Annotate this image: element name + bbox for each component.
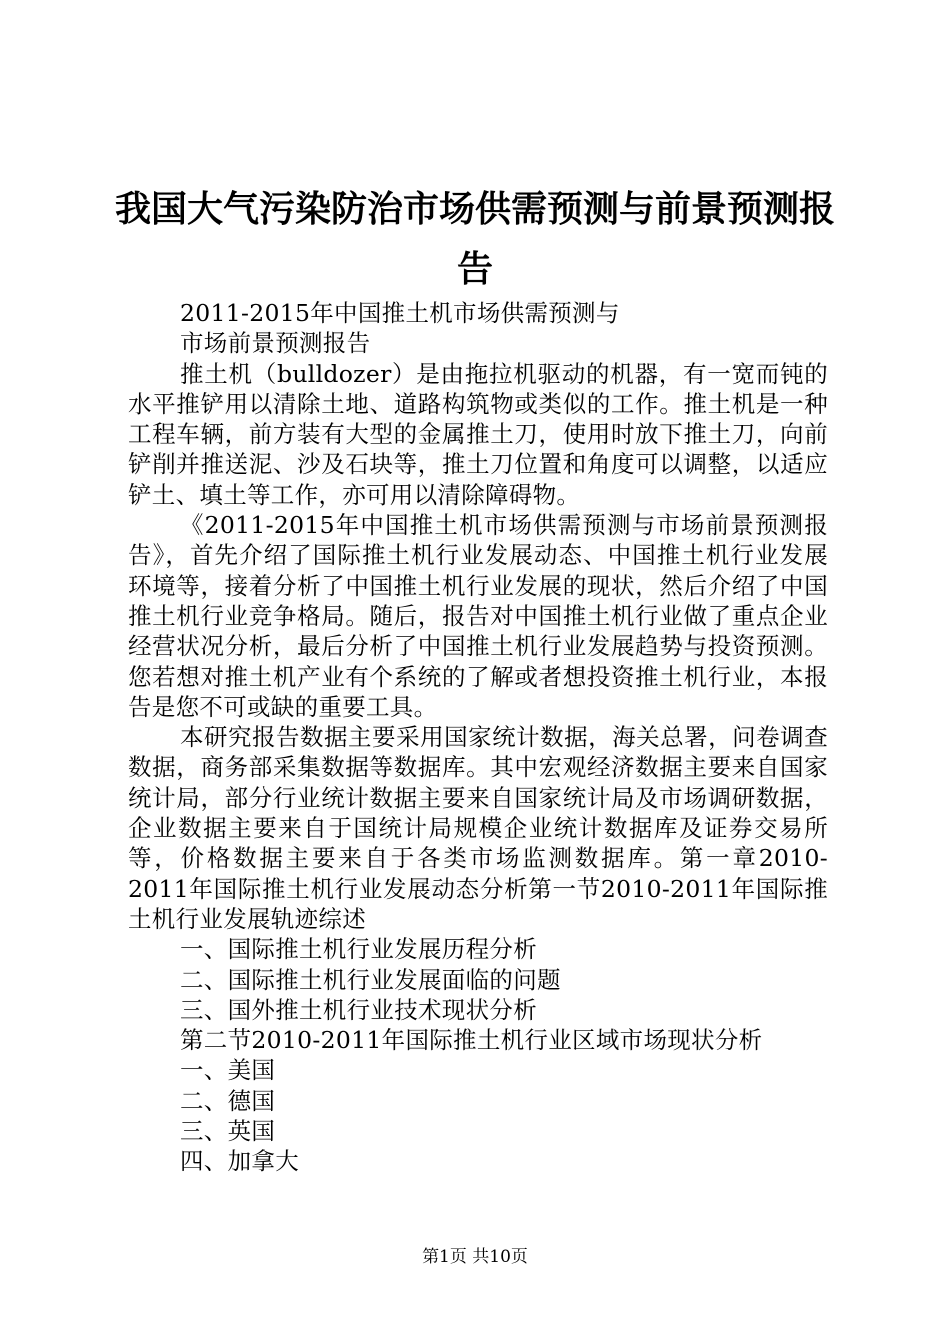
report-subtitle-line-2: 市场前景预测报告: [180, 329, 371, 358]
document-title-line-1: 我国大气污染防治市场供需预测与前景预测报: [114, 189, 835, 230]
paragraph-definition: 推土机（bulldozer）是由拖拉机驱动的机器，有一宽而钝的水平推铲用以清除土地、道路构筑物或类似的工作。推土机是一种工程车辆，前方装有大型的金属推土刀，使用时放下推土刀，向前铲削并推送泥、沙及石块等，推土刀位置和角度可以调整，以适应铲土、填土等工作，亦可用以清除障碍物。: [128, 359, 828, 509]
list-item: 三、英国: [180, 1117, 276, 1146]
paragraph-report-intro: 《2011-2015年中国推土机市场供需预测与市场前景预测报告》，首先介绍了国际推土机行业发展动态、中国推土机行业发展环境等，接着分析了中国推土机行业发展的现状，然后介绍了中国推土机行业竞争格局。随后，报告对中国推土机行业做了重点企业经营状况分析，最后分析了中国推土机行业发展趋势与投资预测。您若想对推土机产业有个系统的了解或者想投资推土机行业，本报告是您不可或缺的重要工具。: [128, 511, 828, 721]
section-heading: 第二节2010-2011年国际推土机行业区域市场现状分析: [180, 1026, 763, 1055]
report-subtitle-line-1: 2011-2015年中国推土机市场供需预测与: [180, 299, 620, 327]
list-item: 二、国际推土机行业发展面临的问题: [180, 965, 561, 994]
list-item: 三、国外推土机行业技术现状分析: [180, 995, 537, 1024]
list-item: 一、国际推土机行业发展历程分析: [180, 935, 537, 964]
paragraph-data-sources: 本研究报告数据主要采用国家统计数据，海关总署，问卷调查数据，商务部采集数据等数据库。其中宏观经济数据主要来自国家统计局，部分行业统计数据主要来自国家统计局及市场调研数据，企业数据主要来自于国统计局规模企业统计数据库及证券交易所等，价格数据主要来自于各类市场监测数据库。第一章2010-2011年国际推土机行业发展动态分析第一节2010-2011年国际推土机行业发展轨迹综述: [128, 723, 828, 933]
page-number-footer: 第1页 共10页: [422, 1247, 528, 1267]
document-title-line-2: 告: [456, 249, 493, 290]
list-item: 一、美国: [180, 1056, 276, 1085]
list-item: 二、德国: [180, 1086, 276, 1115]
list-item: 四、加拿大: [180, 1147, 299, 1176]
document-body: [128, 298, 828, 1177]
